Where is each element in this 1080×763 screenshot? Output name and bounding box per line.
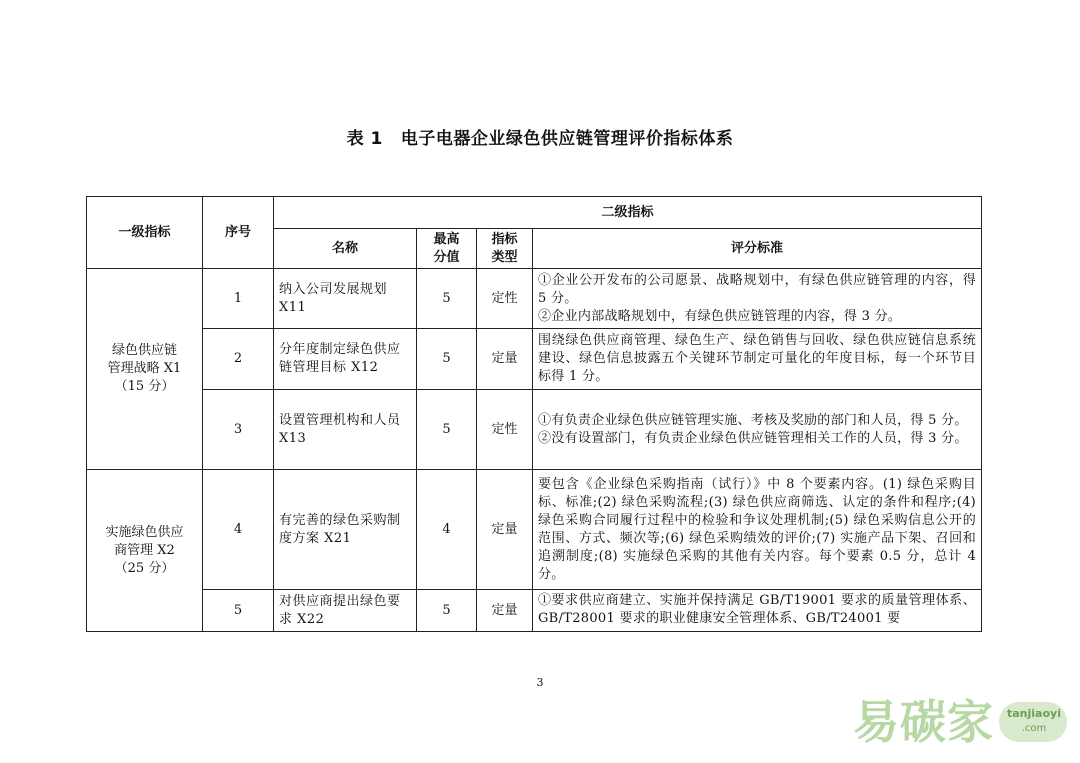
level1-label-line: （25 分） (114, 560, 175, 576)
header-max-score-line1: 最高 (433, 231, 460, 247)
type-cell: 定量 (477, 590, 533, 632)
header-type-line1: 指标 (491, 231, 518, 247)
score-cell: 5 (417, 329, 477, 390)
header-level2: 二级指标 (274, 197, 982, 229)
header-max-score-line2: 分值 (433, 249, 460, 265)
name-cell: 设置管理机构和人员 X13 (274, 390, 417, 470)
criteria-line: ①企业公开发布的公司愿景、战略规划中，有绿色供应链管理的内容，得 5 分。 (538, 272, 977, 306)
criteria-cell (533, 269, 982, 329)
watermark-domain: .com (1021, 723, 1047, 734)
level1-label-line: 绿色供应链 (111, 343, 177, 358)
level1-label-line: 管理战略 X1 (107, 361, 182, 376)
table-row (87, 470, 982, 590)
criteria-line: ②企业内部战略规划中，有绿色供应链管理的内容，得 3 分。 (538, 308, 902, 324)
seq-cell: 3 (203, 390, 274, 470)
header-row-1 (87, 197, 982, 229)
watermark-chinese: 易碳家 (853, 695, 994, 749)
level1-label-line: 实施绿色供应 (105, 524, 184, 540)
table-number: 表 1 (346, 129, 383, 149)
criteria-line: ①要求供应商建立、实施并保持满足 GB/T19001 要求的质量管理体系、GB/T28001 要求的职业健康安全管理体系、GB/T24001 要 (538, 593, 977, 626)
name-cell: 分年度制定绿色供应链管理目标 X12 (274, 329, 417, 390)
page-number: 3 (536, 676, 544, 689)
level1-cell-x1 (87, 269, 203, 470)
seq-cell: 5 (203, 590, 274, 632)
score-cell: 4 (417, 470, 477, 590)
header-criteria: 评分标准 (533, 229, 982, 269)
watermark-logo (853, 692, 1068, 754)
criteria-line: 围绕绿色供应商管理、绿色生产、绿色销售与回收、绿色供应链信息系统建设、绿色信息披露五个关键环节制定可量化的年度目标，每一个环节目标得 1 分。 (538, 333, 977, 384)
score-cell: 5 (417, 390, 477, 470)
criteria-cell (533, 329, 982, 390)
table-row (87, 390, 982, 470)
table-row (87, 329, 982, 390)
header-level1: 一级指标 (87, 197, 203, 269)
level1-label-line: （15 分） (114, 379, 175, 394)
header-type-line2: 类型 (491, 249, 518, 265)
watermark-latin: tanjiaoyi (1007, 707, 1061, 720)
level1-cell-x2 (87, 470, 203, 632)
table-row (87, 269, 982, 329)
name-cell: 有完善的绿色采购制度方案 X21 (274, 470, 417, 590)
name-cell: 纳入公司发展规划 X11 (274, 269, 417, 329)
table-row (87, 590, 982, 632)
type-cell: 定性 (477, 269, 533, 329)
table-title (0, 124, 1080, 149)
seq-cell: 2 (203, 329, 274, 390)
criteria-line: 要包含《企业绿色采购指南（试行）》中 8 个要素内容。(1) 绿色采购目标、标准;(2) 绿色采购流程;(3) 绿色供应商筛选、认定的条件和程序;(4) 绿色采购合同履行过程中的检验和争议处理机制;(5) 绿色采购信息公开的范围、方式、频次等;(6) 绿色采购绩效的评价;(7) 实施产品下架、召回和追溯制度;(8) 实施绿色采购的其他有关内容。每个要素 0.5 分，总计 4 分。 (538, 476, 977, 582)
criteria-cell (533, 470, 982, 590)
type-cell: 定量 (477, 470, 533, 590)
criteria-line: ②没有设置部门，有负责企业绿色供应链管理相关工作的人员，得 3 分。 (538, 430, 968, 446)
seq-cell: 1 (203, 269, 274, 329)
score-cell: 5 (417, 590, 477, 632)
score-cell: 5 (417, 269, 477, 329)
seq-cell: 4 (203, 470, 274, 590)
header-type (477, 229, 533, 269)
table-title-text: 电子电器企业绿色供应链管理评价指标体系 (400, 129, 734, 149)
header-max-score (417, 229, 477, 269)
criteria-cell (533, 390, 982, 470)
header-name: 名称 (274, 229, 417, 269)
name-cell: 对供应商提出绿色要求 X22 (274, 590, 417, 632)
criteria-cell (533, 590, 982, 632)
type-cell: 定量 (477, 329, 533, 390)
criteria-line: ①有负责企业绿色供应链管理实施、考核及奖励的部门和人员，得 5 分。 (538, 412, 968, 428)
indicator-table (86, 196, 982, 632)
header-seq: 序号 (203, 197, 274, 269)
level1-label-line: 商管理 X2 (114, 542, 175, 558)
type-cell: 定性 (477, 390, 533, 470)
